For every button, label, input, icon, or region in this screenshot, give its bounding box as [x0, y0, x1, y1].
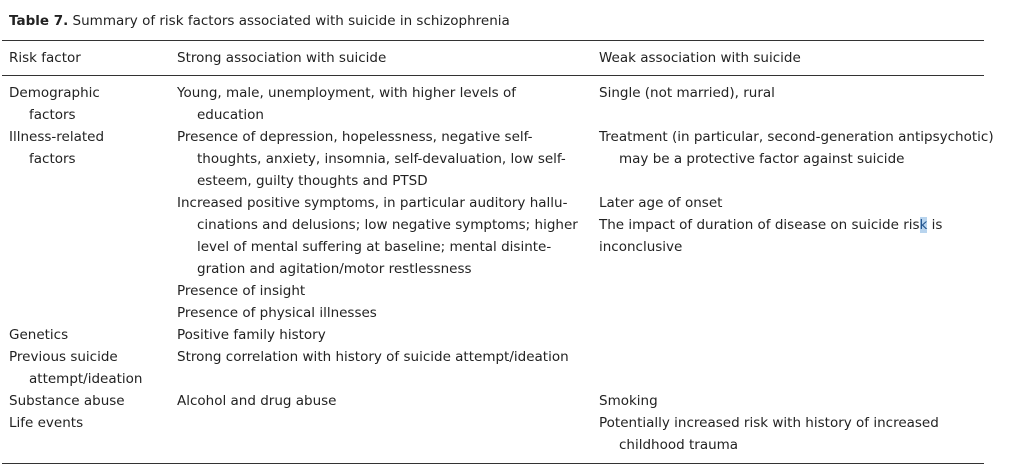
text-line: education [197, 107, 264, 123]
header-strong-association: Strong association with suicide [177, 50, 387, 66]
strong-illness-insight [177, 280, 305, 302]
risk-factor-substance-abuse [9, 390, 125, 412]
text-fragment: The impact of duration of disease on suicide ris [599, 217, 920, 233]
text-line: Presence of depression, hopelessness, negative self- [177, 129, 533, 145]
text-line: Substance abuse [9, 393, 125, 409]
risk-factor-previous-suicide [9, 346, 142, 390]
text-line: factors [29, 151, 76, 167]
text-line: Illness-related [9, 129, 105, 145]
strong-substance-abuse [177, 390, 337, 412]
text-line: Smoking [599, 393, 658, 409]
text-line: may be a protective factor against suicide [619, 151, 905, 167]
text-line: level of mental suffering at baseline; mental disinte- [197, 239, 552, 255]
text-line: Presence of physical illnesses [177, 305, 377, 321]
risk-factor-life-events [9, 412, 83, 434]
text-line: Life events [9, 415, 84, 431]
text-line: attempt/ideation [29, 371, 143, 387]
text-line: childhood trauma [619, 437, 739, 453]
strong-genetics [177, 324, 326, 346]
text-line: Later age of onset [599, 195, 723, 211]
text-line: Positive family history [177, 327, 326, 343]
table-caption [9, 13, 510, 29]
text-line: Demographic [9, 85, 100, 101]
weak-substance-abuse [599, 390, 658, 412]
text-line: Alcohol and drug abuse [177, 393, 337, 409]
text-line: thoughts, anxiety, insomnia, self-devaluation, low self- [197, 151, 566, 167]
table-top-rule [2, 40, 984, 41]
strong-illness-physical [177, 302, 377, 324]
weak-illness-onset-duration [599, 192, 942, 258]
text-line: Young, male, unemployment, with higher levels of [177, 85, 517, 101]
header-risk-factor: Risk factor [9, 50, 81, 66]
text-line: factors [29, 107, 76, 123]
header-weak-association: Weak association with suicide [599, 50, 801, 66]
table-header-rule [2, 75, 984, 76]
risk-factor-genetics [9, 324, 68, 346]
text-line: Previous suicide [9, 349, 118, 365]
text-line: inconclusive [599, 239, 683, 255]
text-line: gration and agitation/motor restlessness [197, 261, 472, 277]
table-label: Table 7. [9, 13, 69, 29]
weak-illness-treatment [599, 126, 994, 170]
text-line: Strong correlation with history of suicide attempt/ideation [177, 349, 569, 365]
table-title: Summary of risk factors associated with suicide in schizophrenia [72, 13, 510, 29]
text-fragment: is [927, 217, 943, 233]
text-line [599, 214, 942, 236]
strong-illness-positive-symptoms [177, 192, 578, 280]
strong-demographic [177, 82, 516, 126]
text-line: Potentially increased risk with history of increased [599, 415, 939, 431]
table-bottom-rule [2, 463, 984, 464]
text-line: esteem, guilty thoughts and PTSD [197, 173, 428, 189]
text-line: cinations and delusions; low negative symptoms; higher [197, 217, 578, 233]
weak-demographic [599, 82, 775, 104]
text-line: Treatment (in particular, second-generation antipsychotic) [599, 129, 994, 145]
text-selection: k [919, 217, 928, 233]
risk-factor-illness [9, 126, 104, 170]
strong-previous-suicide [177, 346, 569, 368]
risk-factor-demographic [9, 82, 100, 126]
text-line: Presence of insight [177, 283, 306, 299]
weak-life-events [599, 412, 939, 456]
strong-illness-depression [177, 126, 566, 192]
text-line: Single (not married), rural [599, 85, 775, 101]
text-line: Increased positive symptoms, in particular auditory hallu- [177, 195, 568, 211]
text-line: Genetics [9, 327, 69, 343]
